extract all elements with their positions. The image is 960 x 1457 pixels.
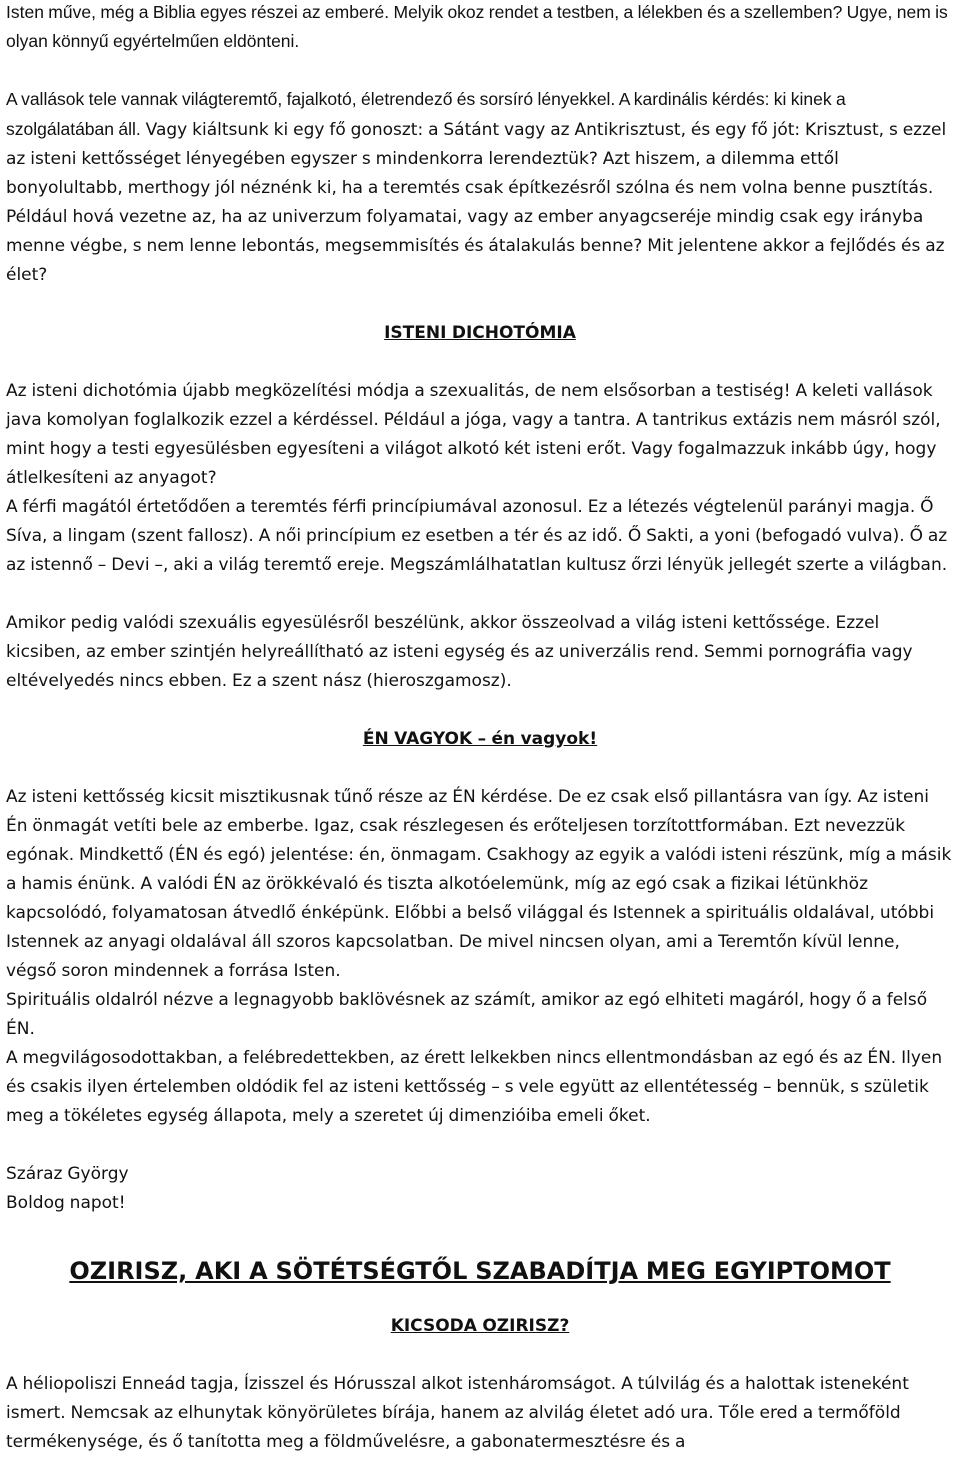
heading-en-vagyok: ÉN VAGYOK – én vagyok! — [362, 729, 598, 749]
paragraph-religions-part2: Vagy kiáltsunk ki egy fő gonoszt: a Sátánt vagy az Antikrisztust, és egy fő jót: Krisztust, s ezzel az isteni kettősséget lényegében egyszer s mindenkorra lerendeztük? Azt hiszem, a dilemma ettől bonyolultabb, merthogy jól néznénk ki, ha a teremtés csak építkezésről szólna és nem volna benne pusztítás. Például hová vezetne az, ha az univerzum folyamatai, vagy az ember anyagcseréje mindig csak egy irányba menne végbe, s nem lenne lebontás, megsemmisítés és átalakulás benne? Mit jelentene akkor a fejlődés és az élet? — [6, 120, 947, 285]
paragraph-religions — [6, 85, 954, 290]
paragraph-union: Amikor pedig valódi szexuális egyesülésről beszélünk, akkor összeolvad a világ isteni kettőssége. Ezzel kicsiben, az ember szintjén helyreállítható az isteni egység és az univerzális rend. Semmi pornográfia vagy eltévelyedés nincs ebben. Ez a szent nász (hieroszgamosz). — [6, 613, 913, 691]
heading-isteni-dichotomia: ISTENI DICHOTÓMIA — [384, 323, 576, 343]
paragraph-intro: Isten műve, még a Biblia egyes részei az emberé. Melyik okoz rendet a testben, a lélekben és a szellemben? Ugye, nem is olyan könnyű egyértelműen eldönteni. — [6, 2, 948, 51]
heading-kicsoda-ozirisz: KICSODA OZIRISZ? — [390, 1316, 570, 1336]
paragraph-spiritual: Spirituális oldalról nézve a legnagyobb baklövésnek az számít, amikor az egó elhiteti magáról, hogy ő a felső ÉN. — [6, 990, 928, 1039]
paragraph-ozirisz: A héliopoliszi Enneád tagja, Ízisszel és Hórusszal alkot istenháromságot. A túlvilág és a halottak isteneként ismert. Nemcsak az elhunytak könyörületes bírája, hanem az alvilág életet adó ura. Tőle ered a termőföld termékenysége, és ő tanította meg a földművelésre, a gabonatermesztésre és a — [6, 1374, 909, 1452]
paragraph-principles: A férfi magától értetődően a teremtés férfi princípiumával azonosul. Ez a létezés végtelenül parányi magja. Ő Síva, a lingam (szent fallosz). A női princípium ez esetben a tér és az idő. Ő Sakti, a yoni (befogadó vulva). Ő az az istennő – Devi –, aki a világ teremtő ereje. Megszámlálhatatlan kultusz őrzi lényük jellegét szerte a világban. — [6, 497, 948, 575]
heading-ozirisz: OZIRISZ, AKI A SÖTÉTSÉGTŐL SZABADÍTJA MEG EGYIPTOMOT — [69, 1257, 891, 1285]
paragraph-ego: Az isteni kettősség kicsit misztikusnak tűnő része az ÉN kérdése. De ez csak első pillantásra van így. Az isteni Én önmagát vetíti bele az emberbe. Igaz, csak részlegesen és erőteljesen torzítottformában. Ezt nevezzük egónak. Mindkettő (ÉN és egó) jelentése: én, önmagam. Csakhogy az egyik a valódi isteni részünk, míg a másik a hamis énünk. A valódi ÉN az örökkévaló és tiszta alkotóelemünk, míg az egó csak a fizikai létünkhöz kapcsolódó, folyamatosan átvedlő énképünk. Előbbi a belső világgal és Istennek a spirituális oldalával, utóbbi Istennek az anyagi oldalával áll szoros kapcsolatban. De mivel nincsen olyan, ami a Teremtőn kívül lenne, végső soron mindennek a forrása Isten. — [6, 787, 952, 981]
signature-author: Száraz György — [6, 1164, 129, 1184]
signature-greeting: Boldog napot! — [6, 1193, 126, 1213]
paragraph-enlightened: A megvilágosodottakban, a felébredettekben, az érett lelkekben nincs ellentmondásban az egó és az ÉN. Ilyen és csakis ilyen értelemben oldódik fel az isteni kettősség – s vele együtt az ellentétesség – bennük, s születik meg a tökéletes egység állapota, mely a szeretet új dimenzióiba emeli őket. — [6, 1048, 943, 1126]
paragraph-dichotomy: Az isteni dichotómia újabb megközelítési módja a szexualitás, de nem elsősorban a testiség! A keleti vallások java komolyan foglalkozik ezzel a kérdéssel. Például a jóga, vagy a tantra. A tantrikus extázis nem másról szól, mint hogy a testi egyesülésben egyesíteni a világot alkotó két isteni erőt. Vagy fogalmazzuk inkább úgy, hogy átlelkesíteni az anyagot? — [6, 381, 941, 488]
paragraph-religions-part1: A vallások tele vannak világteremtő, fajalkotó, életrendező és sorsíró lényekkel. A kardinális kérdés: ki kinek a szolgálatában áll. — [6, 89, 846, 139]
